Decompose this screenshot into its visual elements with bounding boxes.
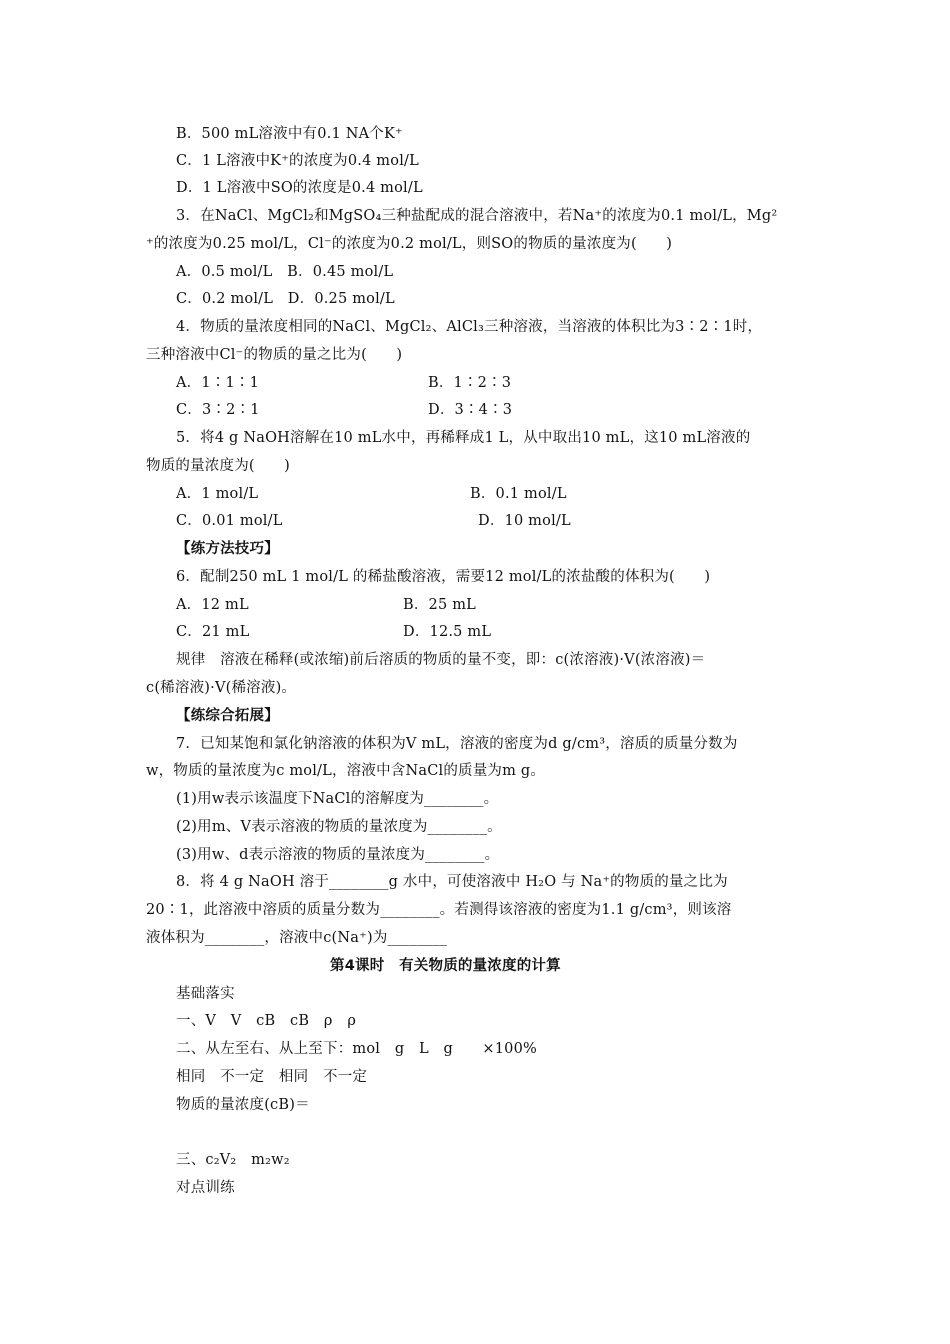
text-line: B．1∶2∶3 xyxy=(428,375,512,391)
text-line: 物质的量浓度为( ) xyxy=(146,458,291,474)
text-line: w，物质的量浓度为c mol/L，溶液中含NaCl的质量为m g。 xyxy=(146,763,546,779)
text-line: 6．配制250 mL 1 mol/L 的稀盐酸溶液，需要12 mol/L的浓盐酸的体积为( ) xyxy=(176,569,711,585)
text-line: C．3∶2∶1 xyxy=(176,402,260,418)
text-line: 基础落实 xyxy=(176,986,235,1002)
text-line: 相同 不一定 相同 不一定 xyxy=(176,1069,368,1085)
text-line: 一、V V cB cB ρ ρ xyxy=(176,1013,357,1029)
text-line: C．21 mL xyxy=(176,624,250,640)
text-line: 3．在NaCl、MgCl₂和MgSO₄三种盐配成的混合溶液中，若Na⁺的浓度为0.1 mol/L，Mg² xyxy=(176,208,778,224)
text-line: B．500 mL溶液中有0.1 NA个K⁺ xyxy=(176,126,403,142)
text-line: D．3∶4∶3 xyxy=(428,402,513,418)
text-line: B．25 mL xyxy=(403,597,476,613)
text-line: C．0.2 mol/L D．0.25 mol/L xyxy=(176,291,395,307)
text-line: 4．物质的量浓度相同的NaCl、MgCl₂、AlCl₃三种溶液，当溶液的体积比为3∶2∶1时， xyxy=(176,319,763,335)
text-line: C．1 L溶液中K⁺的浓度为0.4 mol/L xyxy=(176,153,419,169)
text-line: 规律 溶液在稀释(或浓缩)前后溶质的物质的量不变，即：c(浓溶液)·V(浓溶液)＝ xyxy=(176,652,706,668)
section-heading: 【练方法技巧】 xyxy=(176,541,279,557)
text-line: B．0.1 mol/L xyxy=(470,486,567,502)
text-line: 8．将 4 g NaOH 溶于________g 水中，可使溶液中 H₂O 与 Na⁺的物质的量之比为 xyxy=(176,874,728,890)
text-line: 三、c₂V₂ m₂w₂ xyxy=(176,1152,290,1168)
text-line: 物质的量浓度(cB)＝ xyxy=(176,1097,310,1113)
text-line: (1)用w表示该温度下NaCl的溶解度为________。 xyxy=(176,791,499,807)
text-line: ⁺的浓度为0.25 mol/L，Cl⁻的浓度为0.2 mol/L，则SO的物质的量浓度为( ) xyxy=(146,236,673,252)
text-line: 20∶1，此溶液中溶质的质量分数为________。若测得该溶液的密度为1.1 g/cm³，则该溶 xyxy=(146,902,732,918)
text-line: 5．将4 g NaOH溶解在10 mL水中，再稀释成1 L，从中取出10 mL，这10 mL溶液的 xyxy=(176,430,751,446)
text-line: (2)用m、V表示溶液的物质的量浓度为________。 xyxy=(176,819,502,835)
text-line: (3)用w、d表示溶液的物质的量浓度为________。 xyxy=(176,847,500,863)
text-line: D．12.5 mL xyxy=(403,624,492,640)
text-line: A．0.5 mol/L B．0.45 mol/L xyxy=(176,264,394,280)
text-line: A．1∶1∶1 xyxy=(176,375,260,391)
text-line: 二、从左至右、从上至下：mol g L g ×100% xyxy=(176,1041,538,1057)
text-line: A．1 mol/L xyxy=(176,486,259,502)
text-line: 液体积为________，溶液中c(Na⁺)为________ xyxy=(146,930,448,946)
text-line: c(稀溶液)·V(稀溶液)。 xyxy=(146,680,297,696)
text-line: D．10 mol/L xyxy=(478,513,571,529)
section-heading: 【练综合拓展】 xyxy=(176,708,279,724)
lesson-title: 第4课时 有关物质的量浓度的计算 xyxy=(330,958,561,974)
text-line: 三种溶液中Cl⁻的物质的量之比为( ) xyxy=(146,347,403,363)
text-line: A．12 mL xyxy=(176,597,249,613)
text-line: C．0.01 mol/L xyxy=(176,513,283,529)
text-line: 7．已知某饱和氯化钠溶液的体积为V mL，溶液的密度为d g/cm³，溶质的质量分数为 xyxy=(176,736,738,752)
text-line: D．1 L溶液中SO的浓度是0.4 mol/L xyxy=(176,180,423,196)
text-line: 对点训练 xyxy=(176,1180,235,1196)
